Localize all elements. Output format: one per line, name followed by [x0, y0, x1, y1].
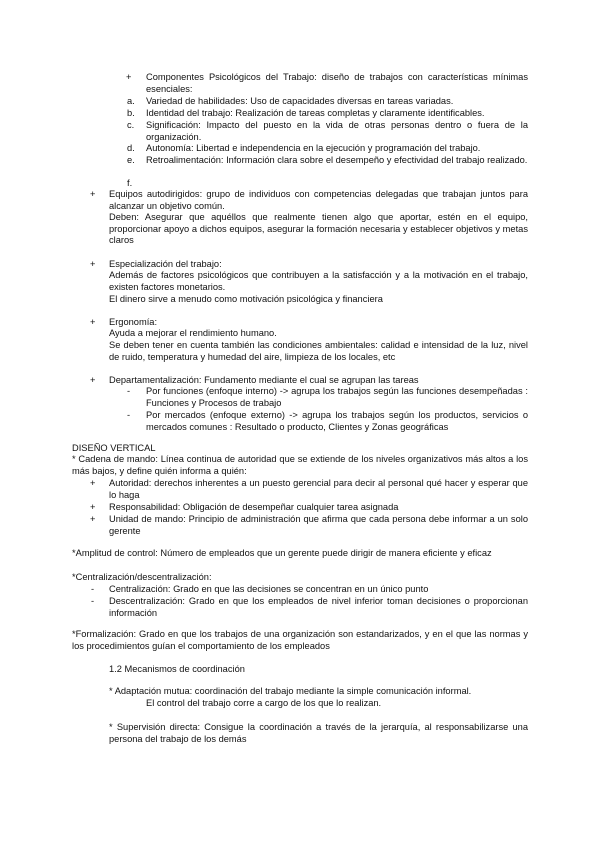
bullet-marker: +: [90, 502, 96, 512]
list-marker: c.: [127, 120, 135, 130]
bullet-marker: +: [90, 189, 96, 199]
bullet-marker: +: [90, 514, 96, 524]
departmentalization-title: Departamentalización: Fundamento mediante el cual se agrupan las tareas: [109, 375, 419, 385]
formalization: *Formalización: Grado en que los trabajos de una organización son estandarizados, y en el que las normas y los procedimientos guían el comportamiento de los empleados: [72, 629, 528, 651]
list-item: Retroalimentación: Información clara sobre el desempeño y efectividad del trabajo realizado.: [146, 155, 528, 165]
components-heading: Componentes Psicológicos del Trabajo: diseño de trabajos con características mínimas esenciales:: [146, 72, 528, 94]
list-item: Por mercados (enfoque externo) -> agrupa los trabajos según los productos, servicios o mercados comunes : Resultado o producto, Clientes y Zonas geográficas: [146, 410, 528, 432]
list-marker: b.: [127, 108, 135, 118]
bullet-marker: +: [90, 259, 96, 269]
bullet-marker: +: [90, 375, 96, 385]
list-marker: f.: [127, 178, 133, 188]
span-of-control: *Amplitud de control: Número de empleados que un gerente puede dirigir de manera eficiente y eficaz: [72, 548, 492, 558]
teams-text: Equipos autodirigidos: grupo de individuos con competencias delegadas que trabajan juntos para alcanzar un objetivo común.: [109, 189, 528, 211]
list-item: Por funciones (enfoque interno) -> agrupa los trabajos según las funciones desempeñadas : Funciones y Procesos de trabajo: [146, 386, 528, 408]
list-item: Centralización: Grado en que las decisiones se concentran en un único punto: [109, 584, 429, 594]
ergonomics-conditions: Se deben tener en cuenta también las condiciones ambientales: calidad e intensidad de la luz, nivel de ruido, temperatura y humedad del aire, limpieza de los locales, etc: [109, 340, 528, 362]
list-item: Variedad de habilidades: Uso de capacidades diversas en tareas variadas.: [146, 96, 454, 106]
centralization-title: *Centralización/descentralización:: [72, 572, 212, 582]
specialization-money: El dinero sirve a menudo como motivación psicológica y financiera: [109, 294, 383, 304]
list-item: Identidad del trabajo: Realización de tareas completas y claramente identificables.: [146, 108, 485, 118]
direct-supervision: * Supervisión directa: Consigue la coordinación a través de la jerarquía, al responsabilizarse una persona del trabajo de los demás: [109, 722, 528, 744]
list-marker: d.: [127, 143, 135, 153]
list-marker: -: [127, 386, 131, 396]
section-heading: DISEÑO VERTICAL: [72, 443, 156, 453]
bullet-marker: +: [90, 478, 96, 488]
list-item: Responsabilidad: Obligación de desempeñar cualquier tarea asignada: [109, 502, 399, 512]
list-item: Unidad de mando: Principio de administración que afirma que cada persona debe informar a un solo gerente: [109, 514, 528, 536]
list-item: Autonomía: Libertad e independencia en la ejecución y programación del trabajo.: [146, 143, 481, 153]
specialization-text: Además de factores psicológicos que contribuyen a la satisfacción y a la motivación en el trabajo, existen factores monetarios.: [109, 270, 528, 292]
ergonomics-text: Ayuda a mejorar el rendimiento humano.: [109, 328, 277, 338]
mutual-adjustment: * Adaptación mutua: coordinación del trabajo mediante la simple comunicación informal.: [109, 686, 472, 696]
list-item: Autoridad: derechos inherentes a un puesto gerencial para decir al personal qué hacer y esperar que lo haga: [109, 478, 528, 500]
mutual-adjustment-control: El control del trabajo corre a cargo de los que lo realizan.: [146, 698, 382, 708]
specialization-title: Especialización del trabajo:: [109, 259, 222, 269]
subsection-heading: 1.2 Mecanismos de coordinación: [109, 664, 245, 674]
bullet-marker: +: [126, 72, 132, 82]
chain-of-command: * Cadena de mando: Línea continua de autoridad que se extiende de los niveles organizativos más altos a los más bajos, y define quién informa a quién:: [72, 454, 528, 476]
list-item: Descentralización: Grado en que los empleados de nivel inferior toman decisiones o proporcionan información: [109, 596, 528, 618]
list-item: Significación: Impacto del puesto en la vida de otras personas dentro o fuera de la organización.: [146, 120, 528, 142]
bullet-marker: +: [90, 317, 96, 327]
list-marker: a.: [127, 96, 135, 106]
list-marker: e.: [127, 155, 135, 165]
list-marker: -: [91, 596, 95, 606]
list-marker: -: [127, 410, 131, 420]
teams-duties: Deben: Asegurar que aquéllos que realmente tienen algo que aportar, estén en el equipo, proporcionar apoyo a dichos equipos, asegurar la formación necesaria y establecer objetivos y metas claros: [109, 212, 528, 245]
ergonomics-title: Ergonomía:: [109, 317, 158, 327]
list-marker: -: [91, 584, 95, 594]
